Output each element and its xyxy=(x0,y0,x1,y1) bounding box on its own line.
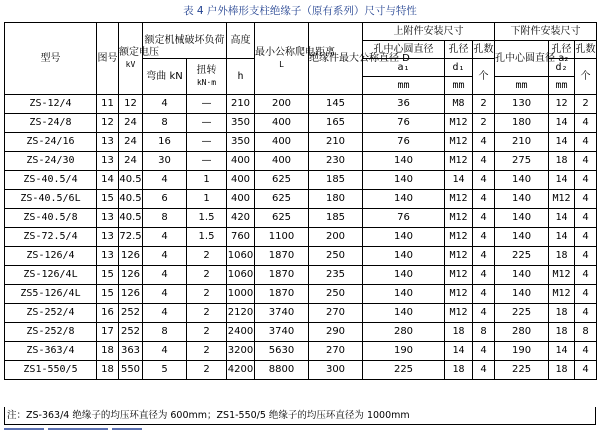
cut-off-line xyxy=(4,428,204,432)
cell-model: ZS-252/8 xyxy=(5,323,97,342)
cell-torsion: — xyxy=(187,95,227,114)
cell-model: ZS-126/4 xyxy=(5,247,97,266)
a1-sym: a₁ xyxy=(363,59,445,77)
cell-d2: 14 xyxy=(549,133,575,152)
cell-n2: 4 xyxy=(575,190,597,209)
cell-model: ZS5-126/4L xyxy=(5,285,97,304)
cell-creep: 400 xyxy=(255,152,309,171)
cell-torsion: 2 xyxy=(187,266,227,285)
cell-d1: M12 xyxy=(445,247,473,266)
cell-a1: 140 xyxy=(363,304,445,323)
torsion-label: 扭转 xyxy=(196,64,217,76)
cell-n2: 2 xyxy=(575,95,597,114)
cell-torsion: 1.5 xyxy=(187,228,227,247)
cell-bending: 8 xyxy=(143,323,187,342)
cell-diameter: 230 xyxy=(309,152,363,171)
cell-voltage: 72.5 xyxy=(119,228,143,247)
cell-height: 1060 xyxy=(227,247,255,266)
cell-height: 760 xyxy=(227,228,255,247)
cell-torsion: 1 xyxy=(187,190,227,209)
cell-a1: 36 xyxy=(363,95,445,114)
cell-drawing: 18 xyxy=(97,342,119,361)
cell-height: 1000 xyxy=(227,285,255,304)
cell-diameter: 300 xyxy=(309,361,363,380)
voltage-unit: kV xyxy=(125,59,136,69)
cell-diameter: 185 xyxy=(309,171,363,190)
cell-creep: 1870 xyxy=(255,247,309,266)
cell-a1: 140 xyxy=(363,171,445,190)
cell-creep: 5630 xyxy=(255,342,309,361)
cell-a1: 225 xyxy=(363,361,445,380)
cell-n1: 4 xyxy=(473,209,495,228)
cell-voltage: 126 xyxy=(119,247,143,266)
col-a2: 孔中心圆直径 a₂ xyxy=(495,41,549,77)
col-diameter: 绝缘件最大公称直径 D xyxy=(309,23,363,95)
cell-height: 3200 xyxy=(227,342,255,361)
table-row xyxy=(5,209,597,228)
cell-a1: 140 xyxy=(363,228,445,247)
cell-torsion: 2 xyxy=(187,361,227,380)
col-torsion xyxy=(187,59,227,95)
table-row xyxy=(5,361,597,380)
cell-torsion: 1 xyxy=(187,171,227,190)
cell-a2: 225 xyxy=(495,304,549,323)
cell-drawing: 15 xyxy=(97,285,119,304)
cell-height: 350 xyxy=(227,114,255,133)
cell-diameter: 210 xyxy=(309,133,363,152)
cell-voltage: 24 xyxy=(119,152,143,171)
col-a1: 孔中心圆直径 xyxy=(363,41,445,59)
cell-n1: 2 xyxy=(473,114,495,133)
cell-torsion: 2 xyxy=(187,247,227,266)
cell-n2: 4 xyxy=(575,285,597,304)
cell-a1: 76 xyxy=(363,133,445,152)
cell-creep: 1870 xyxy=(255,266,309,285)
cell-height: 420 xyxy=(227,209,255,228)
cell-voltage: 40.5 xyxy=(119,171,143,190)
cell-torsion: 2 xyxy=(187,323,227,342)
cell-a1: 140 xyxy=(363,152,445,171)
cell-diameter: 250 xyxy=(309,285,363,304)
table-row xyxy=(5,190,597,209)
cell-a2: 190 xyxy=(495,342,549,361)
cell-a1: 140 xyxy=(363,285,445,304)
cell-d2: 18 xyxy=(549,247,575,266)
cell-height: 350 xyxy=(227,133,255,152)
cell-drawing: 13 xyxy=(97,247,119,266)
cell-a1: 190 xyxy=(363,342,445,361)
torsion-unit: kN·m xyxy=(196,77,217,87)
col-n2: 孔数 xyxy=(575,41,597,59)
cell-d1: M12 xyxy=(445,304,473,323)
cell-torsion: 2 xyxy=(187,304,227,323)
col-height: 高度 xyxy=(227,23,255,59)
voltage-label: 额定电压 xyxy=(119,46,159,58)
cell-creep: 3740 xyxy=(255,323,309,342)
cell-n2: 4 xyxy=(575,171,597,190)
cell-n2: 8 xyxy=(575,323,597,342)
cell-d1: M12 xyxy=(445,228,473,247)
cell-d2: 14 xyxy=(549,342,575,361)
table-row xyxy=(5,133,597,152)
table-row xyxy=(5,95,597,114)
cell-a1: 140 xyxy=(363,266,445,285)
cell-drawing: 11 xyxy=(97,95,119,114)
cell-torsion: 1.5 xyxy=(187,209,227,228)
cell-diameter: 145 xyxy=(309,95,363,114)
cell-d2: 14 xyxy=(549,171,575,190)
cell-d2: 18 xyxy=(549,361,575,380)
cell-drawing: 15 xyxy=(97,266,119,285)
cell-diameter: 270 xyxy=(309,304,363,323)
cell-height: 2400 xyxy=(227,323,255,342)
cell-model: ZS1-550/5 xyxy=(5,361,97,380)
table-row xyxy=(5,114,597,133)
cell-d1: M12 xyxy=(445,266,473,285)
cell-model: ZS-363/4 xyxy=(5,342,97,361)
cell-bending: 8 xyxy=(143,114,187,133)
cell-drawing: 14 xyxy=(97,171,119,190)
cell-d2: 14 xyxy=(549,114,575,133)
cell-n2: 4 xyxy=(575,209,597,228)
cell-drawing: 12 xyxy=(97,114,119,133)
cell-n2: 4 xyxy=(575,114,597,133)
cell-a1: 140 xyxy=(363,190,445,209)
cell-voltage: 12 xyxy=(119,95,143,114)
d1-unit: mm xyxy=(445,77,473,95)
cell-d2: 14 xyxy=(549,228,575,247)
col-model: 型号 xyxy=(5,23,97,95)
cell-height: 400 xyxy=(227,152,255,171)
cell-creep: 8800 xyxy=(255,361,309,380)
cell-creep: 625 xyxy=(255,209,309,228)
creep-sym: L xyxy=(279,59,284,69)
col-drawing: 图号 xyxy=(97,23,119,95)
cell-a2: 275 xyxy=(495,152,549,171)
cell-torsion: — xyxy=(187,114,227,133)
cell-bending: 16 xyxy=(143,133,187,152)
cell-n2: 4 xyxy=(575,247,597,266)
table-row xyxy=(5,228,597,247)
table-row xyxy=(5,304,597,323)
col-d1: 孔径 xyxy=(445,41,473,59)
cell-diameter: 200 xyxy=(309,228,363,247)
cell-n2: 4 xyxy=(575,133,597,152)
cell-d2: M12 xyxy=(549,285,575,304)
cell-diameter: 290 xyxy=(309,323,363,342)
creep-label: 最小公称爬电距离 xyxy=(255,46,335,58)
cell-torsion: 2 xyxy=(187,285,227,304)
cell-drawing: 17 xyxy=(97,323,119,342)
cell-model: ZS-24/16 xyxy=(5,133,97,152)
cell-n1: 4 xyxy=(473,247,495,266)
cell-a2: 140 xyxy=(495,171,549,190)
cell-torsion: — xyxy=(187,152,227,171)
col-mech-load: 额定机械破坏负荷 xyxy=(143,23,227,59)
cell-bending: 4 xyxy=(143,95,187,114)
cell-creep: 200 xyxy=(255,95,309,114)
table-row xyxy=(5,247,597,266)
cell-voltage: 550 xyxy=(119,361,143,380)
col-creep xyxy=(255,23,335,95)
cell-a2: 210 xyxy=(495,133,549,152)
cell-n2: 4 xyxy=(575,266,597,285)
cell-voltage: 24 xyxy=(119,114,143,133)
cell-n2: 4 xyxy=(575,228,597,247)
col-bending: 弯曲 kN xyxy=(143,59,187,95)
cell-height: 210 xyxy=(227,95,255,114)
cell-d1: 18 xyxy=(445,323,473,342)
cell-n1: 4 xyxy=(473,342,495,361)
cell-bending: 4 xyxy=(143,285,187,304)
cell-a2: 225 xyxy=(495,247,549,266)
spec-table xyxy=(4,22,597,380)
cell-bending: 5 xyxy=(143,361,187,380)
cell-diameter: 270 xyxy=(309,342,363,361)
table-row xyxy=(5,152,597,171)
d2-unit: mm xyxy=(549,77,575,95)
cell-d1: M12 xyxy=(445,133,473,152)
cell-model: ZS-12/4 xyxy=(5,95,97,114)
cell-d2: 12 xyxy=(549,95,575,114)
cell-d1: M12 xyxy=(445,152,473,171)
cell-n1: 4 xyxy=(473,266,495,285)
cell-voltage: 24 xyxy=(119,133,143,152)
cell-model: ZS-40.5/8 xyxy=(5,209,97,228)
cell-diameter: 165 xyxy=(309,114,363,133)
cell-voltage: 126 xyxy=(119,266,143,285)
cell-model: ZS-126/4L xyxy=(5,266,97,285)
table-row xyxy=(5,323,597,342)
cell-drawing: 13 xyxy=(97,133,119,152)
cell-bending: 6 xyxy=(143,190,187,209)
cell-voltage: 40.5 xyxy=(119,209,143,228)
cell-height: 4200 xyxy=(227,361,255,380)
cell-creep: 3740 xyxy=(255,304,309,323)
cell-voltage: 252 xyxy=(119,304,143,323)
table-title: 表 4 户外棒形支柱绝缘子（原有系列）尺寸与特性 xyxy=(183,5,417,17)
lower-fitting-header: 下附件安装尺寸 xyxy=(495,23,597,41)
cell-d1: 14 xyxy=(445,342,473,361)
cell-voltage: 252 xyxy=(119,323,143,342)
cell-a2: 140 xyxy=(495,190,549,209)
cell-creep: 1870 xyxy=(255,285,309,304)
cell-d1: M12 xyxy=(445,114,473,133)
cell-a2: 140 xyxy=(495,228,549,247)
cell-n1: 8 xyxy=(473,323,495,342)
cell-model: ZS-72.5/4 xyxy=(5,228,97,247)
cell-a2: 130 xyxy=(495,95,549,114)
cell-height: 2120 xyxy=(227,304,255,323)
cell-n2: 4 xyxy=(575,304,597,323)
cell-torsion: 2 xyxy=(187,342,227,361)
cell-drawing: 18 xyxy=(97,361,119,380)
col-n1: 孔数 xyxy=(473,41,495,59)
cell-creep: 625 xyxy=(255,171,309,190)
cell-n2: 4 xyxy=(575,152,597,171)
cell-n1: 2 xyxy=(473,95,495,114)
n1-unit: 个 xyxy=(473,59,495,95)
cell-bending: 4 xyxy=(143,342,187,361)
cell-a2: 140 xyxy=(495,209,549,228)
cell-a1: 140 xyxy=(363,247,445,266)
cell-model: ZS-24/30 xyxy=(5,152,97,171)
table-row xyxy=(5,342,597,361)
cell-creep: 400 xyxy=(255,133,309,152)
cell-diameter: 180 xyxy=(309,190,363,209)
cell-creep: 625 xyxy=(255,190,309,209)
d1-sym: d₁ xyxy=(445,59,473,77)
cell-bending: 8 xyxy=(143,209,187,228)
cell-voltage: 363 xyxy=(119,342,143,361)
cell-n1: 4 xyxy=(473,228,495,247)
cell-n1: 4 xyxy=(473,190,495,209)
table-row xyxy=(5,285,597,304)
height-sym: h xyxy=(227,59,255,95)
cell-d2: 18 xyxy=(549,323,575,342)
cell-creep: 1100 xyxy=(255,228,309,247)
cell-d2: M12 xyxy=(549,190,575,209)
cell-bending: 4 xyxy=(143,266,187,285)
cell-voltage: 126 xyxy=(119,285,143,304)
cell-a2: 180 xyxy=(495,114,549,133)
table-row xyxy=(5,171,597,190)
table-body xyxy=(5,95,597,380)
cell-d1: M12 xyxy=(445,209,473,228)
cell-voltage: 40.5 xyxy=(119,190,143,209)
table-note: 注：ZS-363/4 绝缘子的均压环直径为 600mm；ZS1-550/5 绝缘子的均压环直径为 1000mm xyxy=(4,407,596,425)
cell-bending: 4 xyxy=(143,247,187,266)
cell-a2: 225 xyxy=(495,361,549,380)
cell-d1: M12 xyxy=(445,190,473,209)
cell-drawing: 15 xyxy=(97,190,119,209)
cell-d1: 18 xyxy=(445,361,473,380)
cell-n2: 4 xyxy=(575,361,597,380)
cell-height: 1060 xyxy=(227,266,255,285)
a2-unit: mm xyxy=(495,77,549,95)
cell-a1: 280 xyxy=(363,323,445,342)
cell-d2: 18 xyxy=(549,152,575,171)
cell-bending: 4 xyxy=(143,228,187,247)
cell-d2: 18 xyxy=(549,304,575,323)
cell-drawing: 13 xyxy=(97,209,119,228)
cell-drawing: 13 xyxy=(97,152,119,171)
cell-creep: 400 xyxy=(255,114,309,133)
upper-fitting-header: 上附件安装尺寸 xyxy=(363,23,495,41)
cell-diameter: 235 xyxy=(309,266,363,285)
col-voltage xyxy=(119,23,159,95)
cell-bending: 4 xyxy=(143,171,187,190)
cell-torsion: — xyxy=(187,133,227,152)
cell-n2: 4 xyxy=(575,342,597,361)
cell-n1: 4 xyxy=(473,133,495,152)
cell-model: ZS-40.5/4 xyxy=(5,171,97,190)
cell-d2: 14 xyxy=(549,209,575,228)
cell-d1: M8 xyxy=(445,95,473,114)
d2-sym: d₂ xyxy=(549,59,575,77)
cell-a1: 76 xyxy=(363,209,445,228)
cell-diameter: 250 xyxy=(309,247,363,266)
cell-a2: 140 xyxy=(495,285,549,304)
cell-height: 400 xyxy=(227,190,255,209)
table-row xyxy=(5,266,597,285)
cell-a2: 140 xyxy=(495,266,549,285)
cell-n1: 4 xyxy=(473,304,495,323)
cell-a1: 76 xyxy=(363,114,445,133)
col-d2: 孔径 xyxy=(549,41,575,59)
cell-height: 400 xyxy=(227,171,255,190)
cell-model: ZS-40.5/6L xyxy=(5,190,97,209)
cell-model: ZS-24/8 xyxy=(5,114,97,133)
cell-d1: M12 xyxy=(445,285,473,304)
cell-drawing: 13 xyxy=(97,228,119,247)
cell-a2: 280 xyxy=(495,323,549,342)
n2-unit: 个 xyxy=(575,59,597,95)
cell-diameter: 185 xyxy=(309,209,363,228)
cell-d1: 14 xyxy=(445,171,473,190)
cell-bending: 4 xyxy=(143,304,187,323)
cell-d2: M12 xyxy=(549,266,575,285)
cell-n1: 4 xyxy=(473,285,495,304)
cell-n1: 4 xyxy=(473,171,495,190)
cell-n1: 4 xyxy=(473,152,495,171)
a1-unit: mm xyxy=(363,77,445,95)
cell-drawing: 16 xyxy=(97,304,119,323)
cell-n1: 4 xyxy=(473,361,495,380)
cell-bending: 30 xyxy=(143,152,187,171)
cell-model: ZS-252/4 xyxy=(5,304,97,323)
